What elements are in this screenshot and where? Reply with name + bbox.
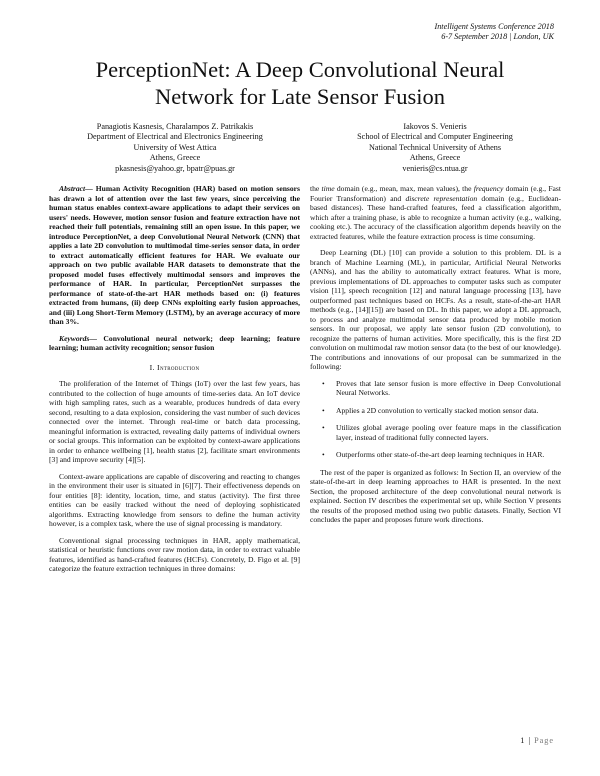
paper-title (40, 56, 560, 110)
text-run: domain (e.g., Fast Fourier Transformation) and (310, 184, 561, 203)
page-footer (520, 736, 554, 745)
author-city: Athens, Greece (149, 153, 201, 163)
paper-title-line-2: Network for Late Sensor Fusion (155, 84, 445, 109)
section-title: Introduction (157, 362, 200, 372)
section-number: I. (149, 362, 155, 372)
author-email: venieris@cs.ntua.gr (402, 163, 468, 173)
page-separator: | (528, 736, 531, 745)
keywords-text: Convolutional neural network; deep learning; feature learning; human activity recognition; sensor fusion (49, 333, 300, 352)
intro-paragraph-2: Context-aware applications are capable of discovering and reacting to changes in the environment their user is situated in [6][7]. Their effectiveness depends on four entities [8]: identity, location, time, and status (activity). The first three entities can be easily tracked without the need of deploying sophisticated algorithms. Extracting knowledge from sensors to define the human activity however, is a complex task, where the use of signal processing is mandatory. (49, 471, 300, 528)
emphasis-time: time (321, 184, 335, 193)
abstract (49, 184, 300, 327)
text-run: domain (e.g., mean, max, mean values), the (334, 184, 474, 193)
intro-paragraph-3: Conventional signal processing techniques in HAR, apply mathematical, statistical or heuristic functions over raw motion data, in order to extract valuable features, identified as hand-crafted features (HCFs). Concretely, D. Figo et al. [9] categorize the feature extraction techniques in three domains: (49, 535, 300, 573)
author-department: Department of Electrical and Electronics Engineering (87, 132, 263, 142)
author-block-1 (40, 122, 310, 174)
list-item: • Applies a 2D convolution to vertically stacked motion sensor data. (336, 406, 561, 416)
right-paragraph-2: Deep Learning (DL) [10] can provide a solution to this problem. DL is a branch of Machine Learning (ML), in particular, Artificial Neural Networks (ANNs), and has the ability to automatically extract features. What is more, previous implementations of DL approaches to computer tasks such as computer vision [11], speech recognition [12] and natural language processing [13], have outperformed past techniques based on HCFs. As a result, state-of-the-art HAR methods (e.g., [14][15]) are based on DL. In this paper, we adopt a DL approach, to process and analyze multimodal sensor data produced by mobile motion sensors. In our proposal, we apply late sensor fusion (2D convolution), to recognize the patterns of human activities. More specifically, this is the first 2D convolution on multimodal raw motion sensor data (to the best of our knowledge). The contributions and innovations of our proposal can be summarized in the following: (310, 248, 561, 371)
contributions-list (310, 379, 561, 460)
section-heading-introduction (49, 363, 300, 373)
abstract-lead: Abstract (59, 184, 86, 193)
author-university: National Technical University of Athens (368, 142, 502, 152)
abstract-text: — Human Activity Recognition (HAR) based on motion sensors has drawn a lot of attention over the last few years, since perceiving the human status enables context-aware applications to adapt their services on users' needs. However, motion sensor fusion and feature extraction have not reached their full potentials, remaining still an open issue. In this paper, we introduce PerceptionNet, a deep Convolutional Neural Network (CNN) that applies a late 2D convolution to multimodal time-series sensor data, in order to extract automatically efficient features for HAR. We evaluate our approach on two public available HAR datasets to demonstrate that the proposed model fuses effectively multimodal sensors and improves the performance of HAR. In particular, PerceptionNet surpasses the performance of state-of-the-art HAR methods based on: (i) features extracted from humans, (ii) deep CNNs exploiting early fusion approaches, and (iii) Long Short-Term Memory (LSTM), by an average accuracy of more than 3%. (49, 184, 300, 326)
list-item: • Utilizes global average pooling over feature maps in the classification layer, instead of traditional fully connected layers. (336, 423, 561, 442)
emphasis-frequency: frequency (473, 184, 504, 193)
author-email: pkasnesis@yahoo.gr, bpatr@puas.gr (115, 163, 235, 173)
keywords (49, 334, 300, 353)
author-names: Iakovos S. Venieris (403, 122, 467, 131)
list-item: • Outperforms other state-of-the-art deep learning techniques in HAR. (336, 450, 561, 460)
page-label: Page (534, 736, 554, 745)
author-university: University of West Attica (133, 142, 217, 152)
emphasis-discrete-representation: discrete representation (405, 193, 478, 203)
right-paragraph-3: The rest of the paper is organized as follows: In Section II, an overview of the state-of-the-art in deep learning approaches to HAR is presented. In the next Section, the proposed architecture of the deep convolutional neural network is explained. Section IV describes the experimental set up, while Section V presents the results of the proposed method using two public datasets. Finally, Section VI concludes the paper and proposes future work directions. (310, 467, 561, 524)
conference-name: Intelligent Systems Conference 2018 (434, 22, 554, 31)
conference-header (434, 22, 554, 42)
keywords-lead: Keywords— (59, 333, 97, 343)
list-item: • Proves that late sensor fusion is more effective in Deep Convolutional Neural Networks. (336, 379, 561, 398)
page-number: 1 (520, 736, 525, 745)
paper-title-line-1: PerceptionNet: A Deep Convolutional Neural (95, 57, 505, 82)
intro-paragraph-1: The proliferation of the Internet of Things (IoT) over the last few years, has contributed to the collection of huge amounts of time-series data. An IoT device with high sampling rates, such as a wearable, produces hundreds of data every second, resulting to a data explosion, considering the vast number of such devices connected over the internet. Through real-time or batch data processing, meaningful information is extracted, revealing daily patterns of individual owners or social groups. This information can be exploited by context-aware applications in order to enhance wellbeing [1], health status [2], facilitate smart environments [3] and improve security [4][5]. (49, 379, 300, 464)
author-names: Panagiotis Kasnesis, Charalampos Z. Patrikakis (96, 122, 254, 131)
conference-date-location: 6-7 September 2018 | London, UK (441, 32, 554, 41)
left-column (49, 184, 300, 581)
right-paragraph-1 (310, 184, 561, 241)
author-block-2 (300, 122, 570, 174)
author-department: School of Electrical and Computer Engineering (357, 132, 513, 142)
right-column (310, 184, 561, 532)
author-city: Athens, Greece (409, 153, 461, 163)
text-run: the (310, 184, 322, 193)
text-run: domain (e.g., Euclidean-based distances). These hand-crafted features, feed a classification algorithm, which after a training phase, is able to recognize a human activity (e.g., walking, cooking etc.). The accuracy of the classification algorithm depends heavily on the extracted features, while the feature extraction process is time consuming. (310, 193, 561, 241)
